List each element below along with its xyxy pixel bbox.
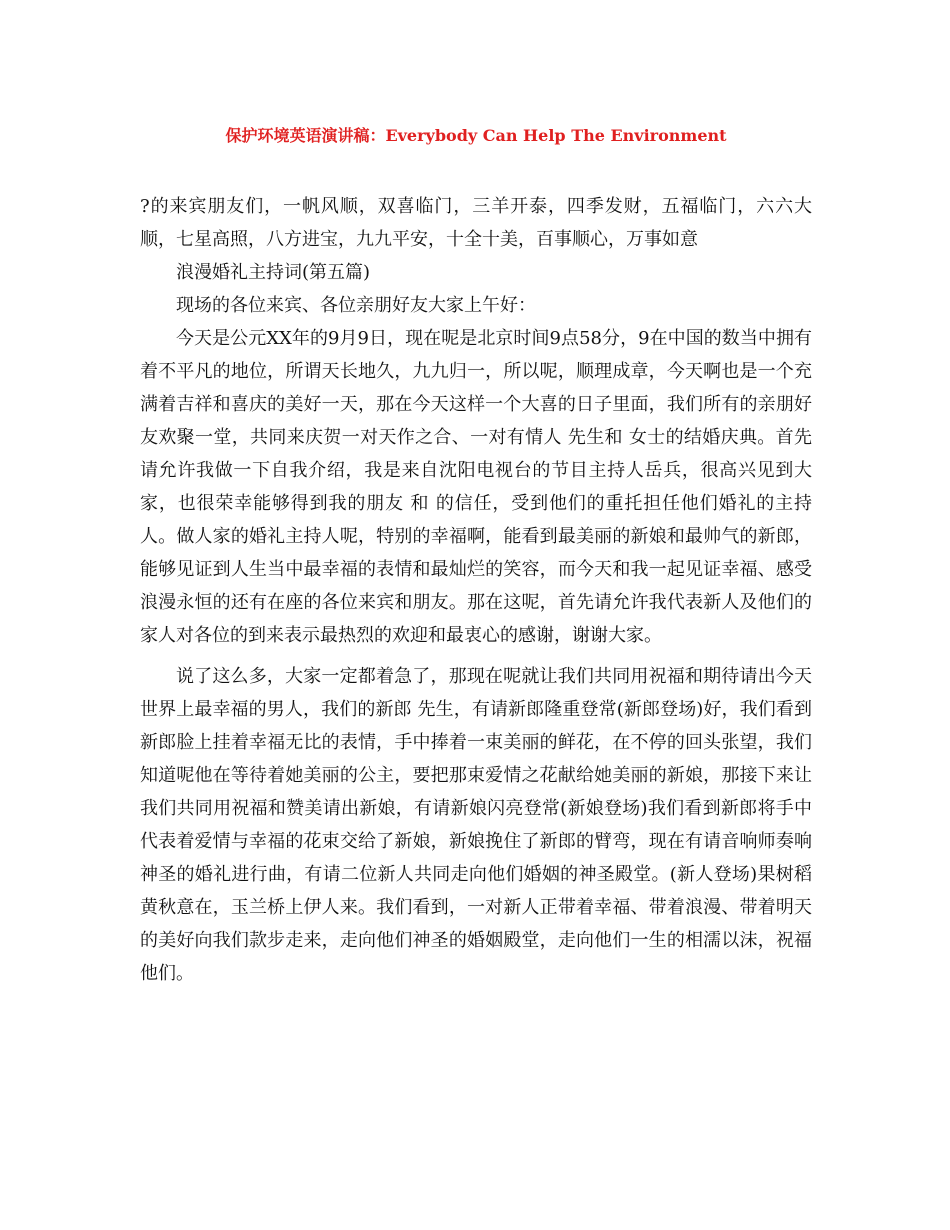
paragraph-greeting-blessings: ?的来宾朋友们，一帆风顺，双喜临门，三羊开泰，四季发财，五福临门，六六大顺，七星高照，八方进宝，九九平安，十全十美，百事顺心，万事如意	[140, 196, 812, 250]
document-page	[140, 122, 812, 990]
document-title: 保护环境英语演讲稿：Everybody Can Help The Environment	[225, 126, 727, 145]
paragraph-opening-address: 现场的各位来宾、各位亲朋好友大家上午好：	[176, 295, 536, 316]
paragraph-host-introduction: 今天是公元XX年的9月9日，现在呢是北京时间9点58分，9在中国的数当中拥有着不平凡的地位，所谓天长地久，九九归一，所以呢，顺理成章，今天啊也是一个充满着吉祥和喜庆的美好一天，那在今天这样一个大喜的日子里面，我们所有的亲朋好友欢聚一堂，共同来庆贺一对天作之合、一对有情人 先生和 女士的结婚庆典。首先请允许我做一下自我介绍，我是来自沈阳电视台的节目主持人岳兵，很高兴见到大家，也很荣幸能够得到我的朋友 和 的信任，受到他们的重托担任他们婚礼的主持人。做人家的婚礼主持人呢，特别的幸福啊，能看到最美丽的新娘和最帅气的新郎，能够见证到人生当中最幸福的表情和最灿烂的笑容，而今天和我一起见证幸福、感受浪漫永恒的还有在座的各位来宾和朋友。那在这呢，首先请允许我代表新人及他们的家人对各位的到来表示最热烈的欢迎和最衷心的感谢，谢谢大家。	[140, 328, 812, 646]
paragraph-couple-entrance: 说了这么多，大家一定都着急了，那现在呢就让我们共同用祝福和期待请出今天世界上最幸福的男人，我们的新郎 先生，有请新郎隆重登常(新郎登场)好，我们看到新郎脸上挂着幸福无比的表情，手中捧着一束美丽的鲜花，在不停的回头张望，我们知道呢他在等待着她美丽的公主，要把那束爱情之花献给她美丽的新娘，那接下来让我们共同用祝福和赞美请出新娘，有请新娘闪亮登常(新娘登场)我们看到新郎将手中代表着爱情与幸福的花束交给了新娘，新娘挽住了新郎的臂弯，现在有请音响师奏响神圣的婚礼进行曲，有请二位新人共同走向他们婚姻的神圣殿堂。(新人登场)果树稻黄秋意在，玉兰桥上伊人来。我们看到，一对新人正带着幸福、带着浪漫、带着明天的美好向我们款步走来，走向他们神圣的婚姻殿堂，走向他们一生的相濡以沫，祝福他们。	[140, 666, 812, 984]
paragraph-section-heading: 浪漫婚礼主持词(第五篇)	[176, 262, 371, 283]
